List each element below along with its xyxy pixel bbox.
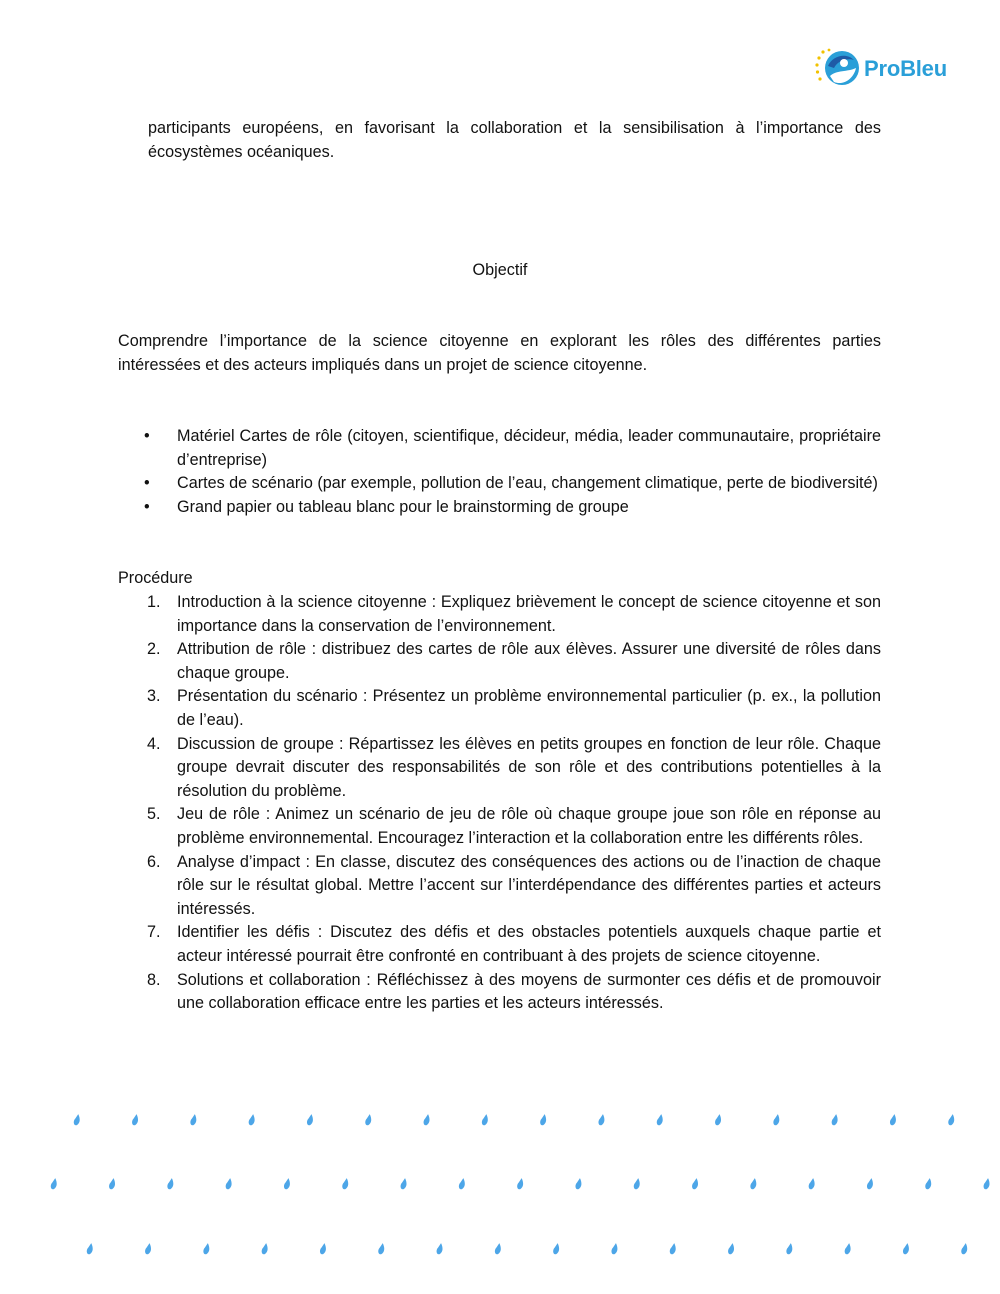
water-drop-icon [750,1178,758,1190]
objective-heading: Objectif [472,261,528,279]
water-drop-icon [902,1243,910,1255]
water-drop-icon [203,1243,211,1255]
water-drop-icon [691,1178,699,1190]
procedure-step [118,851,881,922]
water-drop-icon [553,1243,561,1255]
logo-wordmark: ProBleu [864,56,947,81]
water-drop-icon [633,1178,641,1190]
materials-item-text: Cartes de scénario (par exemple, pollution de l’eau, changement climatique, perte de biodiversité) [177,474,878,493]
step-number: 2. [147,640,161,659]
water-drop-icon [225,1178,233,1190]
water-drop-icon [575,1178,583,1190]
step-text: Introduction à la science citoyenne : Expliquez brièvement le concept de science citoyenne et son importance dans la conservation de l’environnement. [177,593,881,635]
water-drop-icon [540,1114,548,1126]
procedure-step [118,969,881,1016]
bullet: • [144,427,150,445]
water-drop-icon [50,1178,58,1190]
procedure-steps [118,591,881,1016]
water-drop-icon [365,1114,373,1126]
materials-item [118,425,881,472]
water-drop-icon [248,1114,256,1126]
water-drop-icon [727,1243,735,1255]
water-drop-icon [611,1243,619,1255]
water-drop-icon [948,1114,956,1126]
step-text: Jeu de rôle : Animez un scénario de jeu de rôle où chaque groupe joue son rôle en réponse au problème environnemental. Encouragez l’interaction et la collaboration entre les différents rôles. [177,805,881,847]
water-drop-icon [86,1243,94,1255]
water-drop-icon [517,1178,525,1190]
step-text: Discussion de groupe : Répartissez les élèves en petits groupes en fonction de leur rôle. Chaque groupe devrait discuter des responsabilités de son rôle et des contributions potentielles à la résolution du problème. [177,734,881,800]
water-drop-icon [866,1178,874,1190]
water-drop-icon [283,1178,291,1190]
step-text: Attribution de rôle : distribuez des cartes de rôle aux élèves. Assurer une diversité de rôles dans chaque groupe. [177,640,881,682]
water-drop-icon [773,1114,781,1126]
procedure-step [118,685,881,732]
water-drop-icon [306,1114,314,1126]
water-drop-icon [167,1178,175,1190]
step-text: Présentation du scénario : Présentez un problème environnemental particulier (p. ex., la pollution de l’eau). [177,687,881,729]
step-number: 1. [147,593,161,611]
water-drop-icon [983,1178,991,1190]
materials-item [118,472,881,496]
water-drop-icon [436,1243,444,1255]
step-number: 3. [147,687,161,706]
water-drop-icon [261,1243,269,1255]
water-drop-icon [669,1243,677,1255]
water-drop-icon [656,1114,664,1126]
water-drop-icon [378,1243,386,1255]
step-number: 7. [147,923,161,942]
water-drop-icon [961,1243,969,1255]
bullet: • [144,497,150,516]
procedure-step [118,921,881,968]
step-number: 6. [147,852,161,871]
procedure-step [118,638,881,685]
water-drop-icon [494,1243,502,1255]
water-drop-icon [400,1178,408,1190]
probleu-logo [814,46,964,92]
water-drop-icon [889,1114,897,1126]
materials-item-text: Matériel Cartes de rôle (citoyen, scientifique, décideur, média, leader communautaire, propriétaire d’entreprise) [177,427,881,469]
bullet: • [144,474,150,493]
water-drop-icon [481,1114,489,1126]
step-number: 4. [147,734,161,753]
procedure-step [118,803,881,850]
intro-paragraph: participants européens, en favorisant la collaboration et la sensibilisation à l’importance des écosystèmes océaniques. [148,119,881,161]
water-drop-icon [342,1178,350,1190]
water-drop-icon [319,1243,327,1255]
water-drop-icon [844,1243,852,1255]
objective-paragraph: Comprendre l’importance de la science citoyenne en explorant les rôles des différentes parties intéressées et des acteurs impliqués dans un projet de science citoyenne. [118,332,881,374]
water-drop-icon [423,1114,431,1126]
water-drop-icon [190,1114,198,1126]
water-drop-icon [598,1114,606,1126]
water-drop-icon [458,1178,466,1190]
water-drop-icon [131,1114,139,1126]
water-drop-icon [925,1178,933,1190]
step-text: Identifier les défis : Discutez des défis et des obstacles potentiels auxquels chaque partie et acteur intéressé pourrait être confronté en contribuant à des projets de science citoyenne. [177,923,881,965]
materials-list [118,425,881,519]
water-drop-icon [714,1114,722,1126]
water-drop-icon [786,1243,794,1255]
step-number: 8. [147,970,161,989]
materials-item-text: Grand papier ou tableau blanc pour le brainstorming de groupe [177,497,629,516]
procedure-step [118,591,881,638]
water-drop-icon [144,1243,152,1255]
procedure-heading: Procédure [118,569,193,587]
water-drop-icon [808,1178,816,1190]
water-drop-icon [108,1178,116,1190]
step-text: Analyse d’impact : En classe, discutez des conséquences des actions ou de l’inaction de chaque rôle sur le résultat global. Mettre l’accent sur l’interdépendance des différentes parties et acteurs intéressés. [177,852,881,918]
step-text: Solutions et collaboration : Réfléchissez à des moyens de surmonter ces défis et de promouvoir une collaboration efficace entre les parties et les acteurs intéressés. [177,970,881,1013]
probleu-emblem-icon [814,46,862,92]
procedure-step [118,733,881,804]
step-number: 5. [147,805,161,824]
water-drop-icon [73,1114,81,1126]
water-drop-icon [831,1114,839,1126]
materials-item [118,496,881,520]
decorative-drops-pattern [0,1100,1000,1280]
